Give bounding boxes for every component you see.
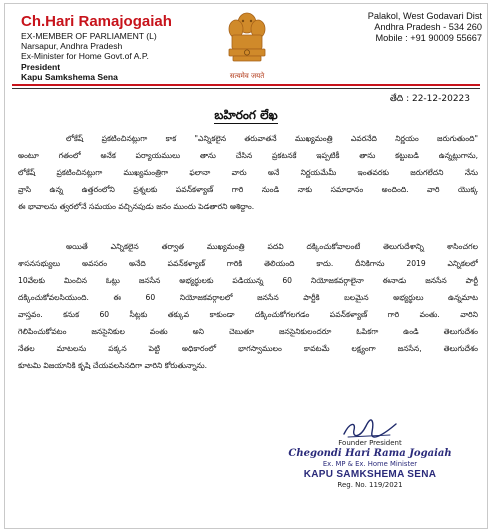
letterhead-address-state: Andhra Pradesh - 534 260 — [374, 22, 482, 32]
letterhead-line-constituency: Narsapur, Andhra Pradesh — [21, 41, 123, 52]
body-paragraph-1 — [18, 130, 478, 215]
body-paragraph-2 — [18, 238, 478, 374]
body-line: వ్రాసి ఉన్న ఉత్తరంలోని ప్రశ్నలకు పవన్‌కళ్యాణ్ గారి నుండి నాకు సమాధానం అందింది. వారి యొక్క — [18, 185, 478, 194]
emblem-motto: सत्यमेव जयते — [229, 72, 265, 80]
letterhead-mobile: Mobile : +91 90009 55667 — [375, 33, 482, 43]
body-line: గెలిపించుకోవటం జనసైనికుల వంతు అని చెబుతూ జనసైనికులందరూ ఓపికగా ఉండి తెలుగుదేశం — [18, 327, 478, 336]
letterhead-left — [21, 14, 211, 82]
signature-designation: Ex. MP & Ex. Home Minister — [322, 460, 418, 468]
letter-heading — [0, 108, 492, 125]
body-line: అంటూ గతంలో అనేక పర్యాయములు తాను చేసిన ప్రకటనకే ఇప్పటికీ తాను కట్టుబడి ఉన్నట్లుగాను, — [18, 151, 478, 160]
body-line: కూటమి విజయానికి కృషి చేయవలసినదిగా వారిని కోరుతున్నాను. — [18, 361, 208, 370]
body-line: శాసనసభ్యులు అవసరం అనేది పవన్‌కళ్యాణ్ గారికి తెలియంది కాదు. దీనికిగాను 2019 ఎన్నికలలో — [18, 259, 478, 268]
letterhead-name: Ch.Hari Ramajogaiah — [21, 13, 172, 30]
letter-date: తేది : 22-12-20223 — [389, 94, 470, 104]
body-line: దక్కించుకోవలసియుంది. ఈ 60 నియోజకవర్గాలలో జనసేన పార్టీకి బలమైన అభ్యర్థులు ఉన్నమాట — [18, 293, 478, 302]
header-rule — [12, 84, 480, 86]
body-line: లోకేష్ ప్రకటించినట్లుగా ముఖ్యమంత్రిగా ఫలానా వారు అనే నిర్ణయమేమీ ఇంతవరకు జరుగలేదని నేను — [18, 168, 478, 177]
signature-reg: Reg. No. 119/2021 — [337, 481, 403, 489]
body-line: ఈ భావాలను త్వరలోనే సమయం వచ్చినపుడు జనం ముందు పెడతారని ఆశిద్దాం. — [18, 202, 255, 211]
body-line: వాస్తవం. కనుక 60 సీట్లకు తక్కువ కాకుండా దక్కించుకోగలగడం పవన్‌కళ్యాణ్ గారి వంతు. వారిని — [18, 310, 478, 319]
handwritten-signature — [340, 418, 400, 440]
signature-name: Chegondi Hari Rama Jogaiah — [288, 448, 452, 459]
letterhead-address-city: Palakol, West Godavari Dist — [367, 11, 482, 21]
signature-title: Founder President — [338, 439, 402, 447]
letterhead-right — [332, 11, 482, 44]
header-rule-thin — [12, 88, 480, 89]
letterhead-line-mp: EX-MEMBER OF PARLIAMENT (L) — [21, 31, 157, 41]
signature-org: KAPU SAMKSHEMA SENA — [303, 469, 437, 480]
letter-heading-text: బహిరంగ లేఖ — [214, 108, 278, 122]
body-line: లోకేష్ ప్రకటించినట్లుగా కాక "ఎన్నికలైన తరువాతనే ముఖ్యమంత్రి ఎవరనేది నిర్ణయం జరుగుతుంది" — [66, 134, 478, 143]
letterhead-line-president: President — [21, 61, 61, 72]
national-emblem-icon — [224, 9, 270, 71]
letterhead-line-org: Kapu Samkshema Sena — [21, 71, 118, 82]
signature-block — [280, 439, 460, 490]
letterhead-line-minister: Ex-Minister for Home Govt.of A.P. — [21, 51, 149, 62]
body-line: అయితే ఎన్నికలైన తర్వాత ముఖ్యమంత్రి పదవి దక్కించుకోవాలంటే తెలుగుదేశాన్ని శాసించగల — [66, 242, 478, 251]
body-line: నేతల మాటలను పక్కన పెట్టి అధికారంలో భాగస్వాములం కావటమే లక్ష్యంగా జనసేన, తెలుగుదేశం — [18, 344, 478, 353]
body-line: 10వేలకు మించిన ఓట్లు జనసేన అభ్యర్థులకు పడియున్న 60 నియోజకవర్గాలైనా ఈనాడు జనసేన పార్టీ — [18, 276, 478, 285]
